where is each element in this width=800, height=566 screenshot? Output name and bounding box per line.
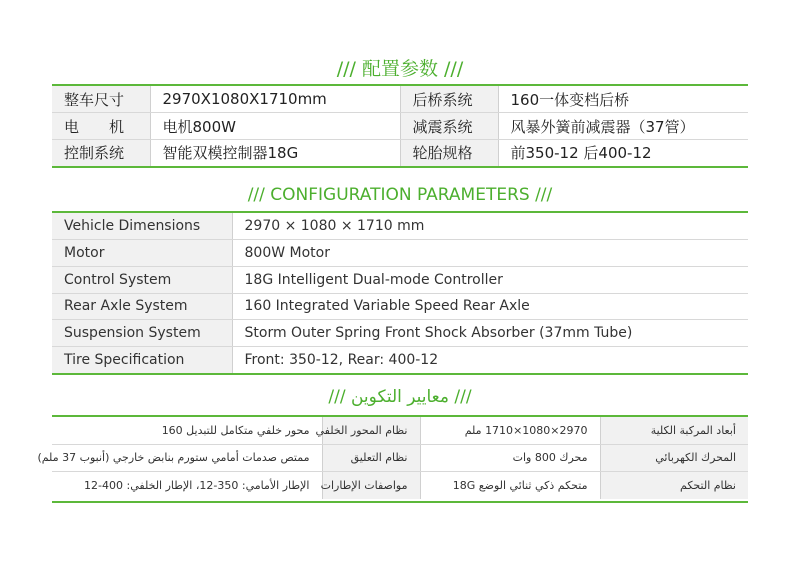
- en-bottom-rule: [52, 373, 748, 375]
- ar-bottom-rule: [52, 501, 748, 503]
- en-value: Storm Outer Spring Front Shock Absorber (37mm Tube): [232, 320, 748, 347]
- en-value: 160 Integrated Variable Speed Rear Axle: [232, 293, 748, 320]
- table-row: [52, 139, 748, 166]
- table-row: [52, 472, 748, 499]
- en-label: Rear Axle System: [52, 293, 232, 320]
- en-label: Tire Specification: [52, 346, 232, 373]
- ar-label: نظام التعليق: [322, 444, 420, 471]
- cn-label: 控制系统: [52, 139, 150, 166]
- cn-value: 电机800W: [150, 113, 400, 140]
- en-spec-table: [52, 213, 748, 373]
- table-row: [52, 240, 748, 267]
- en-label: Control System: [52, 266, 232, 293]
- table-row: [52, 320, 748, 347]
- cn-value: 2970X1080X1710mm: [150, 86, 400, 113]
- cn-label: 整车尺寸: [52, 86, 150, 113]
- cn-label: 电 机: [52, 113, 150, 140]
- ar-label: نظام التحكم: [600, 472, 748, 499]
- en-label: Vehicle Dimensions: [52, 213, 232, 240]
- table-row: [52, 417, 748, 444]
- table-row: [52, 346, 748, 373]
- table-row: [52, 213, 748, 240]
- en-value: 2970 × 1080 × 1710 mm: [232, 213, 748, 240]
- ar-spec-table: [37, 417, 748, 499]
- ar-label: مواصفات الإطارات: [322, 472, 420, 499]
- cn-bottom-rule: [52, 166, 748, 168]
- table-row: [52, 86, 748, 113]
- en-value: Front: 350-12, Rear: 400-12: [232, 346, 748, 373]
- cn-value: 前350-12 后400-12: [498, 139, 748, 166]
- cn-label: 轮胎规格: [400, 139, 498, 166]
- en-label: Motor: [52, 240, 232, 267]
- cn-section-title: /// 配置参数 ///: [336, 58, 464, 80]
- ar-section-title: /// معايير التكوين ///: [328, 387, 472, 407]
- cn-value: 160一体变档后桥: [498, 86, 748, 113]
- table-row: [52, 444, 748, 471]
- ar-label: نظام المحور الخلفي: [322, 417, 420, 444]
- ar-value: متحكم ذكي ثنائي الوضع 18G: [420, 472, 600, 499]
- cn-spec-table: [52, 86, 748, 166]
- en-label: Suspension System: [52, 320, 232, 347]
- ar-value: الإطار الأمامي: 350-12، الإطار الخلفي: 400-12: [52, 472, 322, 499]
- ar-label: أبعاد المركبة الكلية: [600, 417, 748, 444]
- ar-value: محور خلفي متكامل للتبديل 160: [52, 417, 322, 444]
- ar-value: محرك 800 وات: [420, 444, 600, 471]
- ar-label: المحرك الكهربائي: [600, 444, 748, 471]
- cn-value: 风暴外簧前减震器（37管）: [498, 113, 748, 140]
- table-row: [52, 266, 748, 293]
- en-value: 800W Motor: [232, 240, 748, 267]
- table-row: [52, 113, 748, 140]
- cn-label: 减震系统: [400, 113, 498, 140]
- en-section-title: /// CONFIGURATION PARAMETERS ///: [247, 185, 553, 205]
- table-row: [52, 293, 748, 320]
- cn-label: 后桥系统: [400, 86, 498, 113]
- ar-value: 2970×1080×1710 ملم: [420, 417, 600, 444]
- ar-value: ممتص صدمات أمامي ستورم بنابض خارجي (أنبوب 37 ملم): [52, 444, 322, 471]
- en-value: 18G Intelligent Dual-mode Controller: [232, 266, 748, 293]
- cn-value: 智能双模控制器18G: [150, 139, 400, 166]
